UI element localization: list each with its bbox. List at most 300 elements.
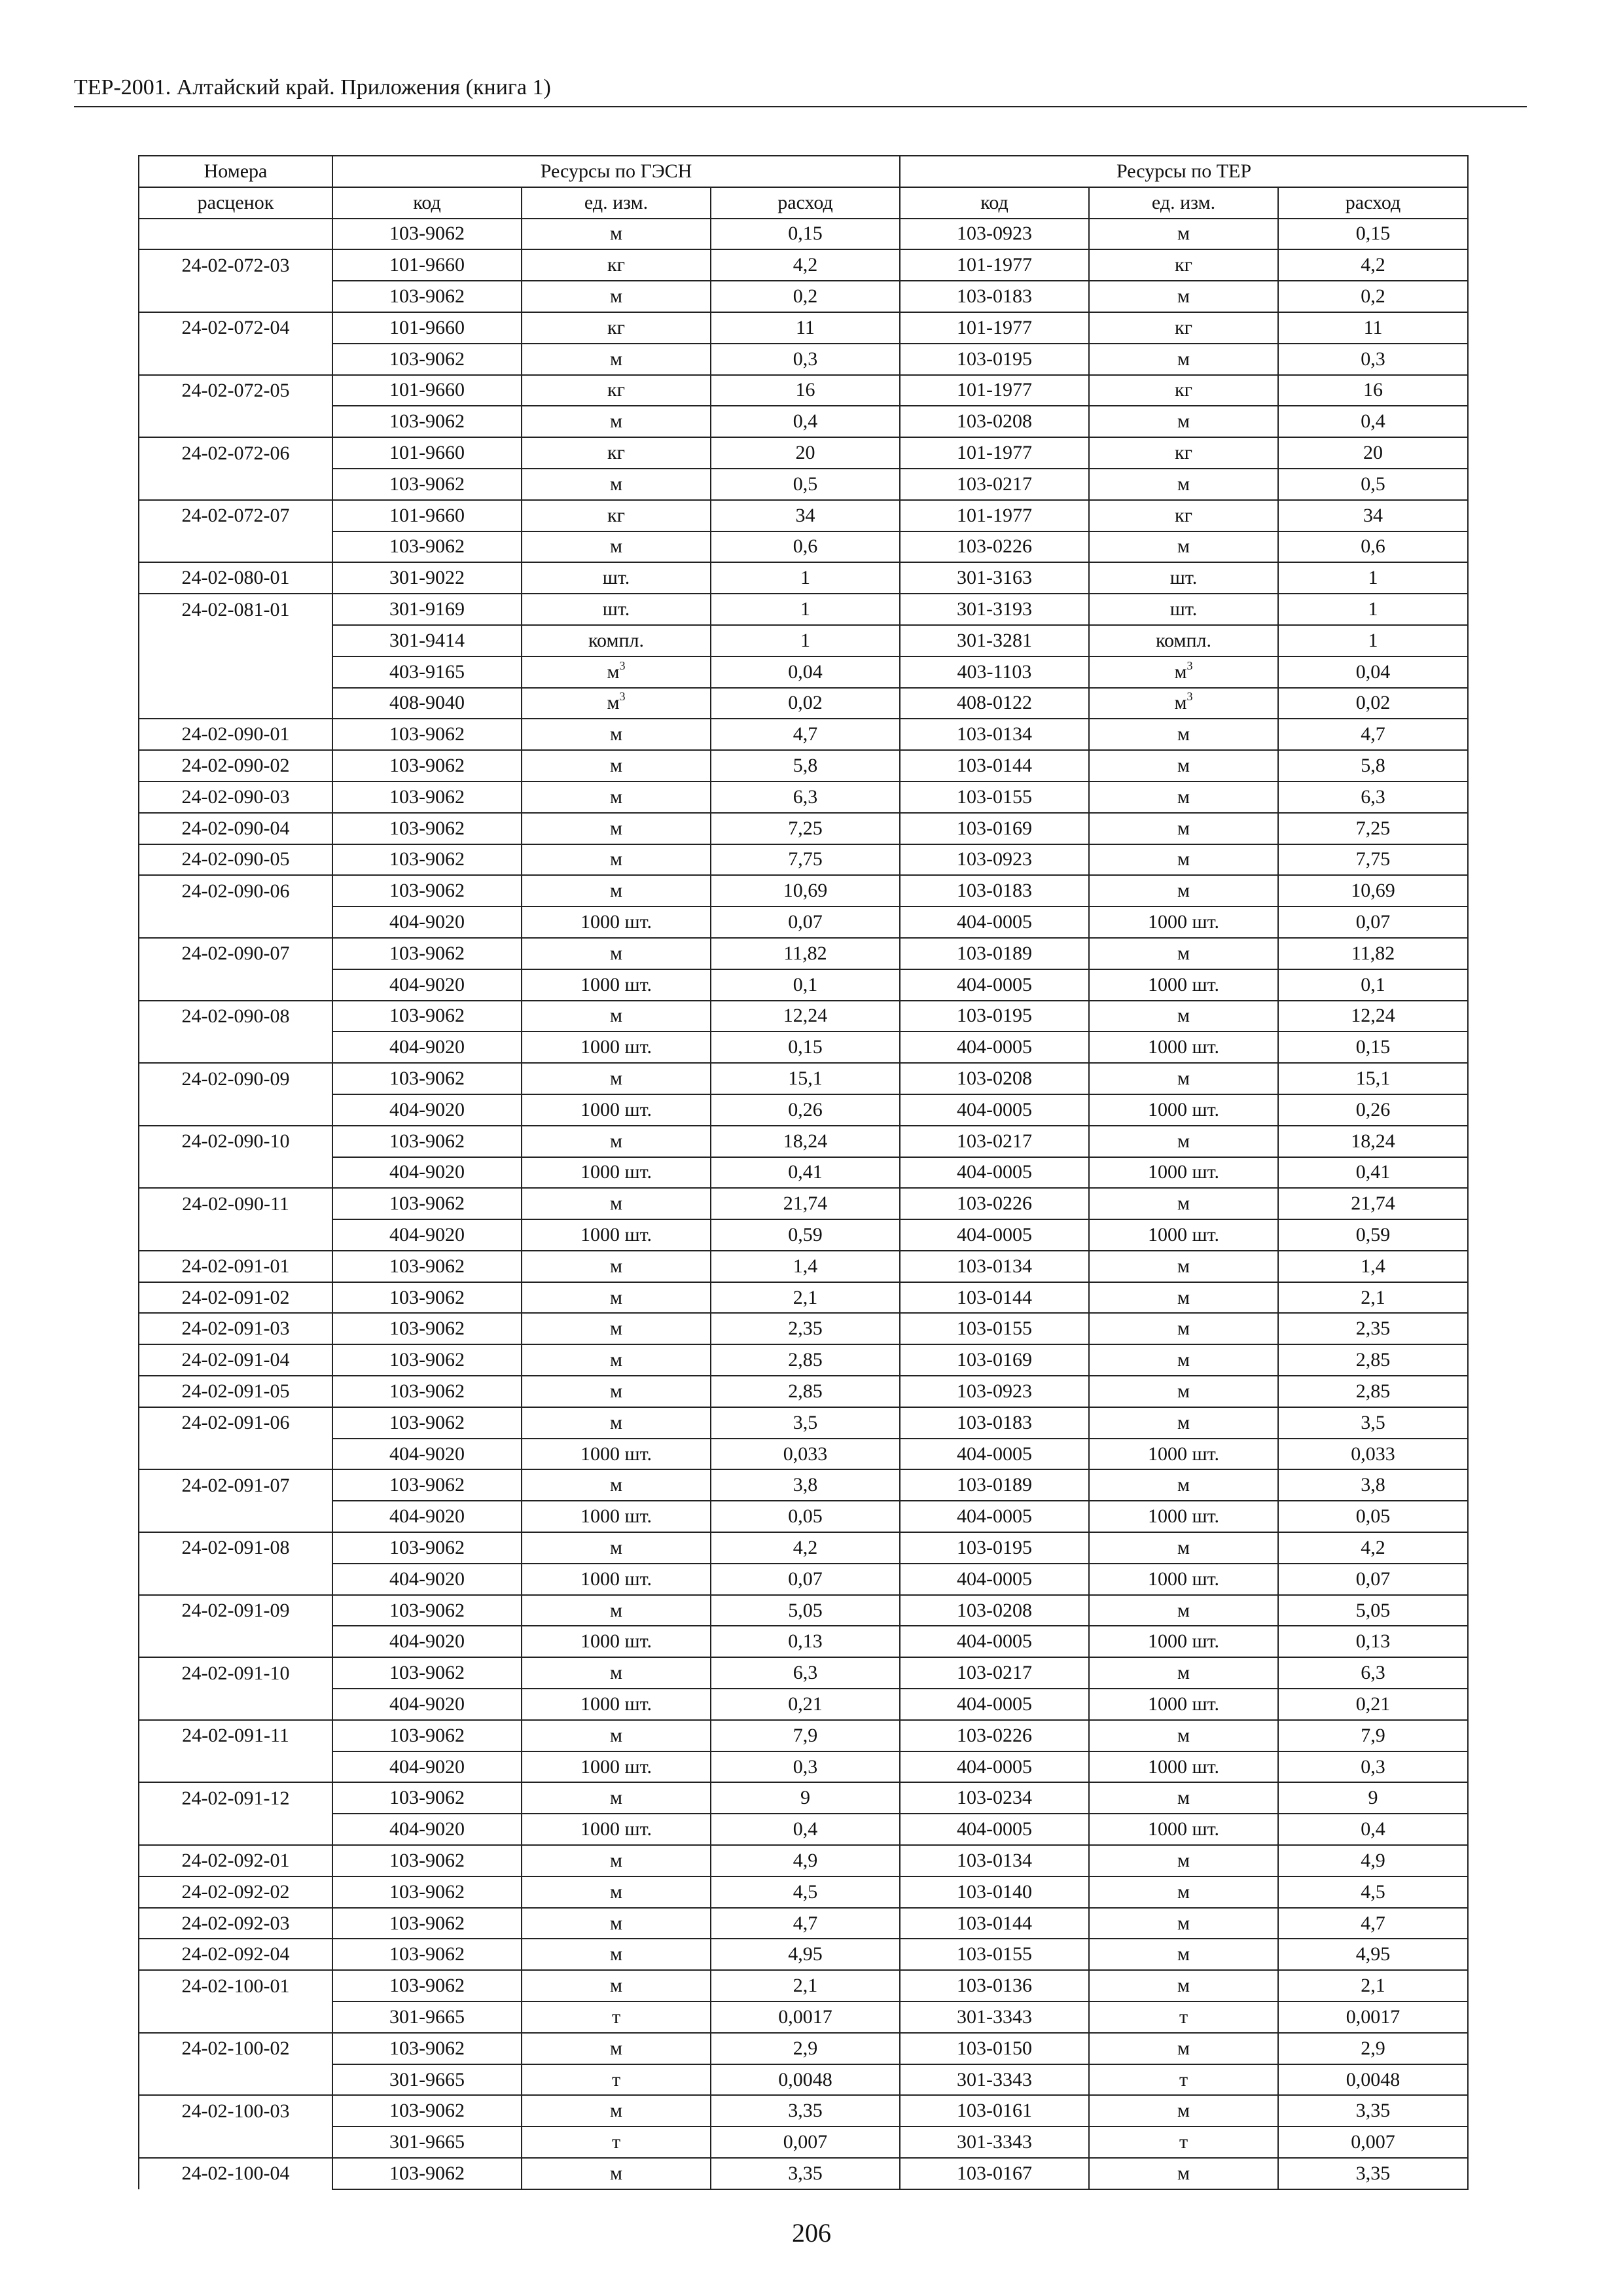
gesn-amount-cell: 34: [711, 500, 900, 531]
ter-unit-cell: м: [1089, 406, 1278, 437]
table-row: [139, 875, 1468, 906]
gesn-amount-cell: 4,95: [711, 1939, 900, 1970]
gesn-unit-cell: м: [522, 469, 711, 500]
rate-number-cell: [139, 1094, 332, 1126]
ter-code-cell: 103-0183: [900, 1407, 1089, 1439]
ter-amount-cell: 1: [1278, 625, 1468, 656]
table-row: [139, 938, 1468, 969]
gesn-amount-cell: 2,1: [711, 1282, 900, 1314]
ter-amount-cell: 0,4: [1278, 406, 1468, 437]
gesn-code-cell: 301-9665: [332, 2064, 522, 2096]
ter-unit-cell: 1000 шт.: [1089, 1689, 1278, 1720]
gesn-code-cell: 103-9062: [332, 1845, 522, 1876]
rate-number-cell: 24-02-072-06: [139, 437, 332, 469]
gesn-amount-cell: 3,35: [711, 2095, 900, 2126]
rate-number-cell: 24-02-092-04: [139, 1939, 332, 1970]
gesn-amount-cell: 0,6: [711, 531, 900, 563]
gesn-unit-cell: т: [522, 2126, 711, 2158]
gesn-code-cell: 301-9414: [332, 625, 522, 656]
ter-code-cell: 103-0923: [900, 844, 1089, 876]
gesn-code-cell: 103-9062: [332, 1970, 522, 2001]
ter-amount-cell: 0,007: [1278, 2126, 1468, 2158]
rate-number-cell: 24-02-092-02: [139, 1876, 332, 1908]
rate-number-cell: 24-02-091-06: [139, 1407, 332, 1439]
ter-amount-cell: 5,05: [1278, 1595, 1468, 1626]
table-row: [139, 219, 1468, 250]
ter-code-cell: 404-0005: [900, 1564, 1089, 1595]
gesn-unit-cell: 1000 шт.: [522, 1626, 711, 1657]
ter-amount-cell: 1,4: [1278, 1251, 1468, 1282]
ter-amount-cell: 4,2: [1278, 249, 1468, 281]
ter-code-cell: 103-0169: [900, 813, 1089, 844]
gesn-code-cell: 103-9062: [332, 781, 522, 813]
ter-unit-cell: 1000 шт.: [1089, 1501, 1278, 1532]
rate-number-cell: 24-02-090-06: [139, 875, 332, 906]
gesn-code-cell: 301-9665: [332, 2126, 522, 2158]
gesn-code-cell: 403-9165: [332, 656, 522, 688]
ter-unit-cell: м: [1089, 938, 1278, 969]
gesn-amount-cell: 0,007: [711, 2126, 900, 2158]
ter-amount-cell: 12,24: [1278, 1001, 1468, 1032]
table-row: [139, 1094, 1468, 1126]
ter-amount-cell: 0,15: [1278, 219, 1468, 250]
ter-code-cell: 103-0150: [900, 2033, 1089, 2064]
table-row: [139, 781, 1468, 813]
ter-unit-cell: т: [1089, 2001, 1278, 2033]
gesn-amount-cell: 2,1: [711, 1970, 900, 2001]
gesn-amount-cell: 0,02: [711, 688, 900, 719]
rate-number-cell: 24-02-090-01: [139, 719, 332, 750]
gesn-amount-cell: 0,4: [711, 406, 900, 437]
ter-unit-cell: кг: [1089, 375, 1278, 406]
rate-number-cell: [139, 531, 332, 563]
ter-code-cell: 103-0134: [900, 1251, 1089, 1282]
ter-amount-cell: 3,8: [1278, 1469, 1468, 1501]
ter-unit-cell: м: [1089, 2158, 1278, 2189]
table-row: [139, 2095, 1468, 2126]
ter-code-cell: 103-0189: [900, 1469, 1089, 1501]
ter-amount-cell: 2,85: [1278, 1376, 1468, 1407]
gesn-amount-cell: 1: [711, 625, 900, 656]
ter-amount-cell: 0,0048: [1278, 2064, 1468, 2096]
rate-number-cell: 24-02-081-01: [139, 594, 332, 625]
ter-code-cell: 103-0226: [900, 1720, 1089, 1751]
ter-amount-cell: 3,35: [1278, 2158, 1468, 2189]
ter-amount-cell: 21,74: [1278, 1188, 1468, 1219]
gesn-code-cell: 404-9020: [332, 906, 522, 938]
gesn-unit-cell: м: [522, 1469, 711, 1501]
ter-unit-cell: м: [1089, 1376, 1278, 1407]
table-row: [139, 1689, 1468, 1720]
gesn-code-cell: 103-9062: [332, 1532, 522, 1564]
gesn-unit-cell: т: [522, 2001, 711, 2033]
ter-code-cell: 103-0226: [900, 1188, 1089, 1219]
table-row: [139, 906, 1468, 938]
gesn-code-cell: 103-9062: [332, 219, 522, 250]
ter-code-cell: 103-0195: [900, 1532, 1089, 1564]
table-row: [139, 688, 1468, 719]
gesn-unit-cell: 1000 шт.: [522, 1564, 711, 1595]
rate-number-cell: [139, 1626, 332, 1657]
ter-code-cell: 404-0005: [900, 1157, 1089, 1189]
table-row: [139, 2033, 1468, 2064]
gesn-code-cell: 404-9020: [332, 1751, 522, 1783]
ter-code-cell: 301-3343: [900, 2001, 1089, 2033]
table-row: [139, 1814, 1468, 1845]
gesn-amount-cell: 0,05: [711, 1501, 900, 1532]
table-row: [139, 719, 1468, 750]
rate-number-cell: 24-02-090-04: [139, 813, 332, 844]
gesn-amount-cell: 10,69: [711, 875, 900, 906]
gesn-unit-cell: м: [522, 719, 711, 750]
resources-table-wrapper: [138, 155, 1469, 2190]
ter-code-cell: 404-0005: [900, 969, 1089, 1001]
gesn-unit-cell: 1000 шт.: [522, 1157, 711, 1189]
gesn-unit-cell: шт.: [522, 562, 711, 594]
ter-code-cell: 404-0005: [900, 1626, 1089, 1657]
gesn-amount-cell: 1: [711, 562, 900, 594]
rate-numbers-header: Номера: [139, 156, 332, 187]
gesn-unit-cell: 1000 шт.: [522, 1439, 711, 1470]
rate-number-cell: 24-02-072-05: [139, 375, 332, 406]
rate-number-cell: [139, 969, 332, 1001]
gesn-group-header: Ресурсы по ГЭСН: [332, 156, 900, 187]
table-row: [139, 249, 1468, 281]
ter-amount-cell: 0,59: [1278, 1219, 1468, 1251]
ter-unit-cell: шт.: [1089, 594, 1278, 625]
resources-table: [138, 155, 1469, 2190]
gesn-amount-cell: 0,3: [711, 1751, 900, 1783]
table-row: [139, 625, 1468, 656]
gesn-code-cell: 103-9062: [332, 1126, 522, 1157]
gesn-code-cell: 103-9062: [332, 1063, 522, 1094]
gesn-amount-cell: 11,82: [711, 938, 900, 969]
gesn-code-cell: 404-9020: [332, 1157, 522, 1189]
gesn-amount-cell: 0,5: [711, 469, 900, 500]
gesn-amount-cell: 9: [711, 1782, 900, 1814]
ter-unit-cell: м: [1089, 1939, 1278, 1970]
rate-number-cell: 24-02-072-03: [139, 249, 332, 281]
gesn-unit-cell: м: [522, 219, 711, 250]
table-row: [139, 437, 1468, 469]
rate-number-cell: [139, 906, 332, 938]
rate-number-cell: 24-02-100-04: [139, 2158, 332, 2189]
ter-amount-cell: 4,7: [1278, 719, 1468, 750]
gesn-unit-cell: м: [522, 1939, 711, 1970]
rate-number-cell: 24-02-090-10: [139, 1126, 332, 1157]
gesn-amount-cell: 7,25: [711, 813, 900, 844]
ter-code-cell: 404-0005: [900, 1219, 1089, 1251]
gesn-unit-cell: м: [522, 1657, 711, 1689]
table-row: [139, 1564, 1468, 1595]
gesn-unit-cell: т: [522, 2064, 711, 2096]
gesn-unit-cell: м: [522, 2095, 711, 2126]
ter-amount-cell: 20: [1278, 437, 1468, 469]
gesn-code-cell: 103-9062: [332, 1001, 522, 1032]
ter-code-cell: 404-0005: [900, 1439, 1089, 1470]
ter-code-cell: 103-0144: [900, 1908, 1089, 1939]
gesn-unit-cell: м: [522, 1532, 711, 1564]
gesn-unit-cell: м: [522, 750, 711, 781]
table-row: [139, 1313, 1468, 1344]
table-row: [139, 1376, 1468, 1407]
ter-unit-cell: кг: [1089, 249, 1278, 281]
ter-amount-cell: 0,0017: [1278, 2001, 1468, 2033]
gesn-code-cell: 103-9062: [332, 1782, 522, 1814]
rate-number-cell: [139, 1439, 332, 1470]
gesn-code-cell: 103-9062: [332, 1908, 522, 1939]
ter-amount-cell: 3,5: [1278, 1407, 1468, 1439]
rate-number-cell: 24-02-090-05: [139, 844, 332, 876]
rate-number-cell: [139, 688, 332, 719]
ter-code-cell: 301-3343: [900, 2126, 1089, 2158]
gesn-code-cell: 404-9020: [332, 1439, 522, 1470]
table-row: [139, 1344, 1468, 1376]
ter-unit-cell: м: [1089, 1469, 1278, 1501]
ter-amount-cell: 0,21: [1278, 1689, 1468, 1720]
gesn-code-cell: 103-9062: [332, 531, 522, 563]
ter-code-cell: 101-1977: [900, 312, 1089, 344]
rate-number-cell: 24-02-092-01: [139, 1845, 332, 1876]
gesn-unit-cell: м: [522, 1376, 711, 1407]
ter-code-cell: 103-0217: [900, 1657, 1089, 1689]
gesn-unit-cell: кг: [522, 312, 711, 344]
ter-code-cell: 103-0169: [900, 1344, 1089, 1376]
ter-amount-cell: 0,04: [1278, 656, 1468, 688]
rate-number-cell: 24-02-091-01: [139, 1251, 332, 1282]
table-row: [139, 1720, 1468, 1751]
gesn-unit-cell: м: [522, 813, 711, 844]
ter-code-cell: 404-0005: [900, 1501, 1089, 1532]
gesn-unit-cell: м: [522, 1845, 711, 1876]
gesn-unit-cell: 1000 шт.: [522, 1501, 711, 1532]
gesn-amount-cell: 3,8: [711, 1469, 900, 1501]
gesn-unit-cell: м: [522, 406, 711, 437]
gesn-code-cell: 103-9062: [332, 1313, 522, 1344]
rate-number-cell: 24-02-100-01: [139, 1970, 332, 2001]
ter-amount-cell: 34: [1278, 500, 1468, 531]
table-row: [139, 1157, 1468, 1189]
ter-amount-cell: 2,85: [1278, 1344, 1468, 1376]
ter-unit-cell: м: [1089, 1845, 1278, 1876]
ter-amount-cell: 6,3: [1278, 781, 1468, 813]
ter-unit-cell: шт.: [1089, 562, 1278, 594]
table-head: [139, 156, 1468, 219]
gesn-unit-cell: м: [522, 531, 711, 563]
gesn-amount-cell: 4,9: [711, 1845, 900, 1876]
gesn-amount-cell: 4,7: [711, 1908, 900, 1939]
table-row: [139, 1657, 1468, 1689]
gesn-code-cell: 404-9020: [332, 1219, 522, 1251]
ter-amount-cell: 10,69: [1278, 875, 1468, 906]
gesn-unit-cell: 1000 шт.: [522, 1094, 711, 1126]
gesn-amount-cell: 1,4: [711, 1251, 900, 1282]
ter-code-cell: 103-0208: [900, 1063, 1089, 1094]
gesn-amount-cell: 11: [711, 312, 900, 344]
gesn-code-cell: 103-9062: [332, 1939, 522, 1970]
ter-amount-cell: 4,2: [1278, 1532, 1468, 1564]
ter-code-cell: 103-0155: [900, 781, 1089, 813]
rate-number-cell: [139, 1219, 332, 1251]
ter-unit-cell: м: [1089, 531, 1278, 563]
rate-number-cell: [139, 1501, 332, 1532]
table-row: [139, 2064, 1468, 2096]
ter-amount-cell: 0,4: [1278, 1814, 1468, 1845]
gesn-code-cell: 103-9062: [332, 406, 522, 437]
ter-unit-cell: м: [1089, 219, 1278, 250]
ter-amount-cell: 3,35: [1278, 2095, 1468, 2126]
gesn-unit-cell: м: [522, 844, 711, 876]
ter-amount-cell: 0,2: [1278, 281, 1468, 312]
ter-unit-cell: м: [1089, 1063, 1278, 1094]
ter-amount-cell: 0,07: [1278, 906, 1468, 938]
table-row: [139, 406, 1468, 437]
ter-code-cell: 301-3193: [900, 594, 1089, 625]
ter-code-cell: 103-0183: [900, 875, 1089, 906]
table-body: [139, 219, 1468, 2189]
ter-unit-cell: м: [1089, 1344, 1278, 1376]
rate-number-cell: [139, 219, 332, 250]
ter-unit-cell: 1000 шт.: [1089, 1157, 1278, 1189]
rate-number-cell: [139, 469, 332, 500]
gesn-code-cell: 404-9020: [332, 969, 522, 1001]
gesn-amount-cell: 0,1: [711, 969, 900, 1001]
gesn-unit-cell: м: [522, 1126, 711, 1157]
ter-unit-cell: м: [1089, 1532, 1278, 1564]
ter-unit-cell: м: [1089, 1282, 1278, 1314]
ter-code-cell: 404-0005: [900, 1094, 1089, 1126]
gesn-code-cell: 103-9062: [332, 1595, 522, 1626]
rate-number-cell: [139, 1031, 332, 1063]
ter-code-cell: 404-0005: [900, 1689, 1089, 1720]
gesn-code-cell: 103-9062: [332, 1469, 522, 1501]
gesn-code-cell: 103-9062: [332, 1657, 522, 1689]
ter-unit-cell: м: [1089, 750, 1278, 781]
table-row: [139, 656, 1468, 688]
gesn-unit-cell: м: [522, 1407, 711, 1439]
table-row: [139, 1251, 1468, 1282]
ter-unit-cell: м: [1089, 813, 1278, 844]
ter-unit-cell: м: [1089, 1595, 1278, 1626]
ter-unit-cell: м: [1089, 1251, 1278, 1282]
ter-code-cell: 101-1977: [900, 375, 1089, 406]
gesn-amount-cell: 7,75: [711, 844, 900, 876]
gesn-unit-cell: кг: [522, 437, 711, 469]
gesn-unit-cell: м: [522, 1876, 711, 1908]
gesn-unit-cell: м: [522, 2158, 711, 2189]
ter-code-cell: 404-0005: [900, 1814, 1089, 1845]
table-row: [139, 1782, 1468, 1814]
table-row: [139, 281, 1468, 312]
ter-code-cell: 103-0134: [900, 719, 1089, 750]
rate-number-cell: [139, 656, 332, 688]
table-row: [139, 969, 1468, 1001]
ter-unit-cell: м: [1089, 1001, 1278, 1032]
ter-amount-cell: 5,8: [1278, 750, 1468, 781]
ter-code-cell: 101-1977: [900, 500, 1089, 531]
gesn-code-cell: 404-9020: [332, 1094, 522, 1126]
ter-unit-cell: м: [1089, 1407, 1278, 1439]
rate-number-cell: 24-02-090-07: [139, 938, 332, 969]
ter-amount-cell: 2,35: [1278, 1313, 1468, 1344]
rate-number-cell: 24-02-091-08: [139, 1532, 332, 1564]
rate-number-cell: 24-02-072-04: [139, 312, 332, 344]
ter-amount-cell: 2,9: [1278, 2033, 1468, 2064]
gesn-code-cell: 103-9062: [332, 1251, 522, 1282]
ter-unit-cell: т: [1089, 2126, 1278, 2158]
table-row: [139, 1595, 1468, 1626]
ter-amount-cell: 4,9: [1278, 1845, 1468, 1876]
gesn-code-cell: 101-9660: [332, 437, 522, 469]
ter-unit-cell: $м^3$: [1089, 688, 1278, 719]
gesn-unit-cell: м: [522, 1001, 711, 1032]
gesn-amount-cell: 0,2: [711, 281, 900, 312]
ter-code-cell: 103-0217: [900, 1126, 1089, 1157]
ter-code-cell: 103-0155: [900, 1939, 1089, 1970]
table-row: [139, 1939, 1468, 1970]
gesn-code-cell: 103-9062: [332, 1282, 522, 1314]
page-number: 206: [792, 2218, 831, 2248]
rate-number-cell: 24-02-091-10: [139, 1657, 332, 1689]
gesn-code-cell: 103-9062: [332, 875, 522, 906]
ter-amount-cell: 0,1: [1278, 969, 1468, 1001]
ter-unit-cell: 1000 шт.: [1089, 1094, 1278, 1126]
ter-code-cell: 103-0134: [900, 1845, 1089, 1876]
gesn-code-cell: 408-9040: [332, 688, 522, 719]
gesn-amount-cell: 21,74: [711, 1188, 900, 1219]
ter-amount-cell: 9: [1278, 1782, 1468, 1814]
gesn-unit-cell: м: [522, 1720, 711, 1751]
table-row: [139, 594, 1468, 625]
gesn-amount-cell: 2,85: [711, 1344, 900, 1376]
ter-code-header: код: [900, 187, 1089, 219]
ter-unit-cell: 1000 шт.: [1089, 1439, 1278, 1470]
gesn-code-cell: 404-9020: [332, 1031, 522, 1063]
ter-code-cell: 103-0226: [900, 531, 1089, 563]
ter-unit-cell: м: [1089, 469, 1278, 500]
table-row: [139, 1751, 1468, 1783]
gesn-code-cell: 103-9062: [332, 1720, 522, 1751]
ter-amount-cell: 11,82: [1278, 938, 1468, 969]
ter-unit-cell: компл.: [1089, 625, 1278, 656]
gesn-code-cell: 101-9660: [332, 375, 522, 406]
gesn-code-cell: 103-9062: [332, 1344, 522, 1376]
gesn-code-cell: 103-9062: [332, 719, 522, 750]
ter-unit-cell: м: [1089, 1908, 1278, 1939]
gesn-amount-cell: 6,3: [711, 1657, 900, 1689]
rate-number-cell: [139, 1157, 332, 1189]
gesn-unit-cell: м: [522, 1970, 711, 2001]
ter-amount-cell: 7,9: [1278, 1720, 1468, 1751]
rate-number-cell: 24-02-090-09: [139, 1063, 332, 1094]
table-row: [139, 344, 1468, 375]
gesn-amount-cell: 0,4: [711, 1814, 900, 1845]
table-row: [139, 1407, 1468, 1439]
gesn-amount-cell: 4,7: [711, 719, 900, 750]
gesn-code-cell: 404-9020: [332, 1501, 522, 1532]
gesn-unit-cell: м: [522, 875, 711, 906]
gesn-amount-cell: 0,04: [711, 656, 900, 688]
ter-amount-cell: 2,1: [1278, 1282, 1468, 1314]
gesn-code-cell: 301-9665: [332, 2001, 522, 2033]
gesn-code-cell: 103-9062: [332, 1376, 522, 1407]
ter-amount-cell: 4,95: [1278, 1939, 1468, 1970]
ter-unit-cell: м: [1089, 719, 1278, 750]
gesn-amount-cell: 12,24: [711, 1001, 900, 1032]
gesn-amount-cell: 7,9: [711, 1720, 900, 1751]
gesn-unit-cell: м: [522, 2033, 711, 2064]
gesn-amount-cell: 3,5: [711, 1407, 900, 1439]
